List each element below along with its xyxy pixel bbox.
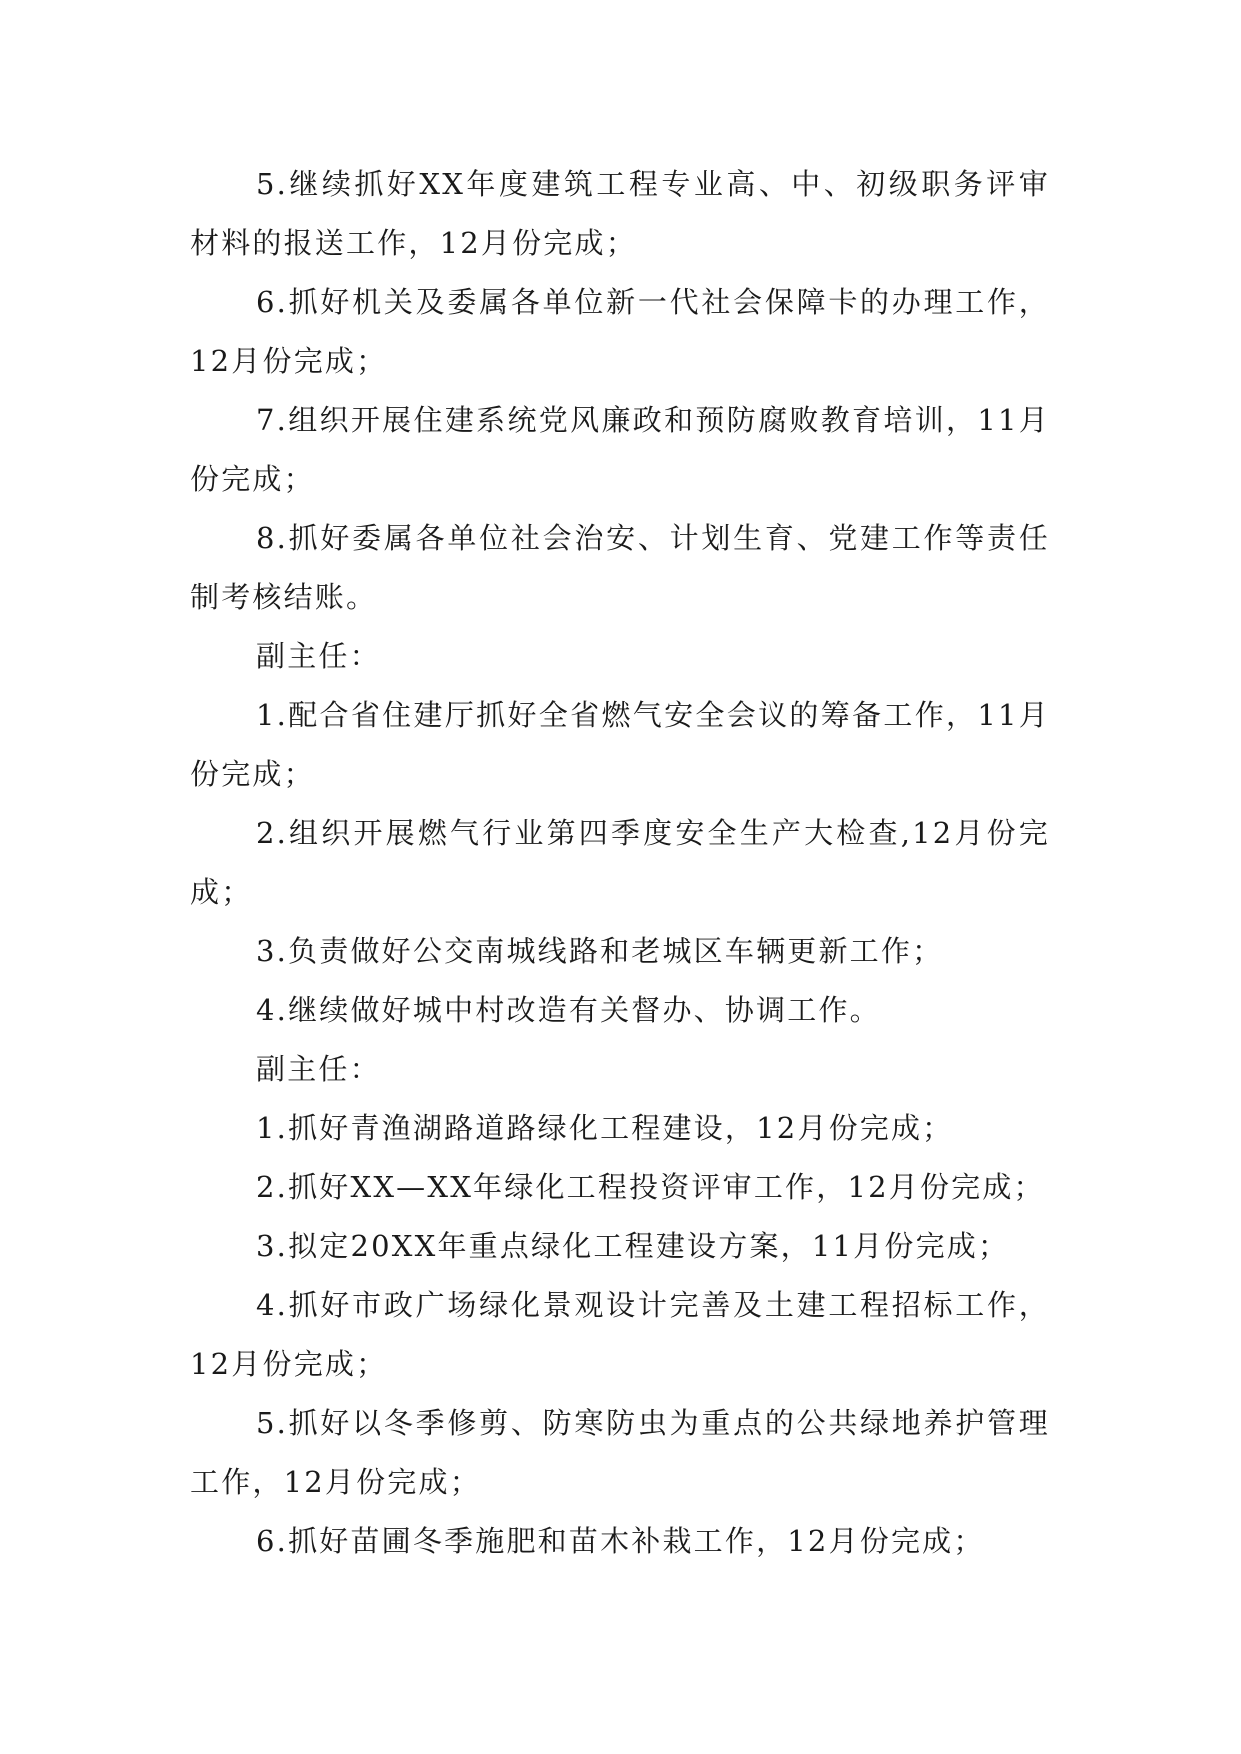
paragraph: 1.配合省住建厅抓好全省燃气安全会议的筹备工作，11月份完成； xyxy=(190,698,1050,791)
paragraph: 6.抓好机关及委属各单位新一代社会保障卡的办理工作，12月份完成； xyxy=(190,285,1050,378)
paragraph: 3.负责做好公交南城线路和老城区车辆更新工作； xyxy=(256,934,944,968)
paragraph: 3.拟定20XX年重点绿化工程建设方案，11月份完成； xyxy=(256,1229,1010,1263)
section-heading: 副主任： xyxy=(256,1052,381,1086)
document-body xyxy=(190,155,1050,1571)
paragraph: 8.抓好委属各单位社会治安、计划生育、党建工作等责任制考核结账。 xyxy=(190,521,1050,614)
paragraph: 5.继续抓好XX年度建筑工程专业高、中、初级职务评审材料的报送工作，12月份完成； xyxy=(190,167,1050,260)
paragraph: 5.抓好以冬季修剪、防寒防虫为重点的公共绿地养护管理工作，12月份完成； xyxy=(190,1406,1050,1499)
paragraph: 4.继续做好城中村改造有关督办、协调工作。 xyxy=(256,993,881,1027)
paragraph: 1.抓好青渔湖路道路绿化工程建设，12月份完成； xyxy=(256,1111,954,1145)
paragraph: 6.抓好苗圃冬季施肥和苗木补栽工作，12月份完成； xyxy=(256,1524,985,1558)
paragraph: 4.抓好市政广场绿化景观设计完善及土建工程招标工作，12月份完成； xyxy=(190,1288,1050,1381)
paragraph: 7.组织开展住建系统党风廉政和预防腐败教育培训，11月份完成； xyxy=(190,403,1050,496)
paragraph: 2.抓好XX—XX年绿化工程投资评审工作，12月份完成； xyxy=(256,1170,1045,1204)
paragraph: 2.组织开展燃气行业第四季度安全生产大检查,12月份完成； xyxy=(190,816,1050,909)
section-heading: 副主任： xyxy=(256,639,381,673)
